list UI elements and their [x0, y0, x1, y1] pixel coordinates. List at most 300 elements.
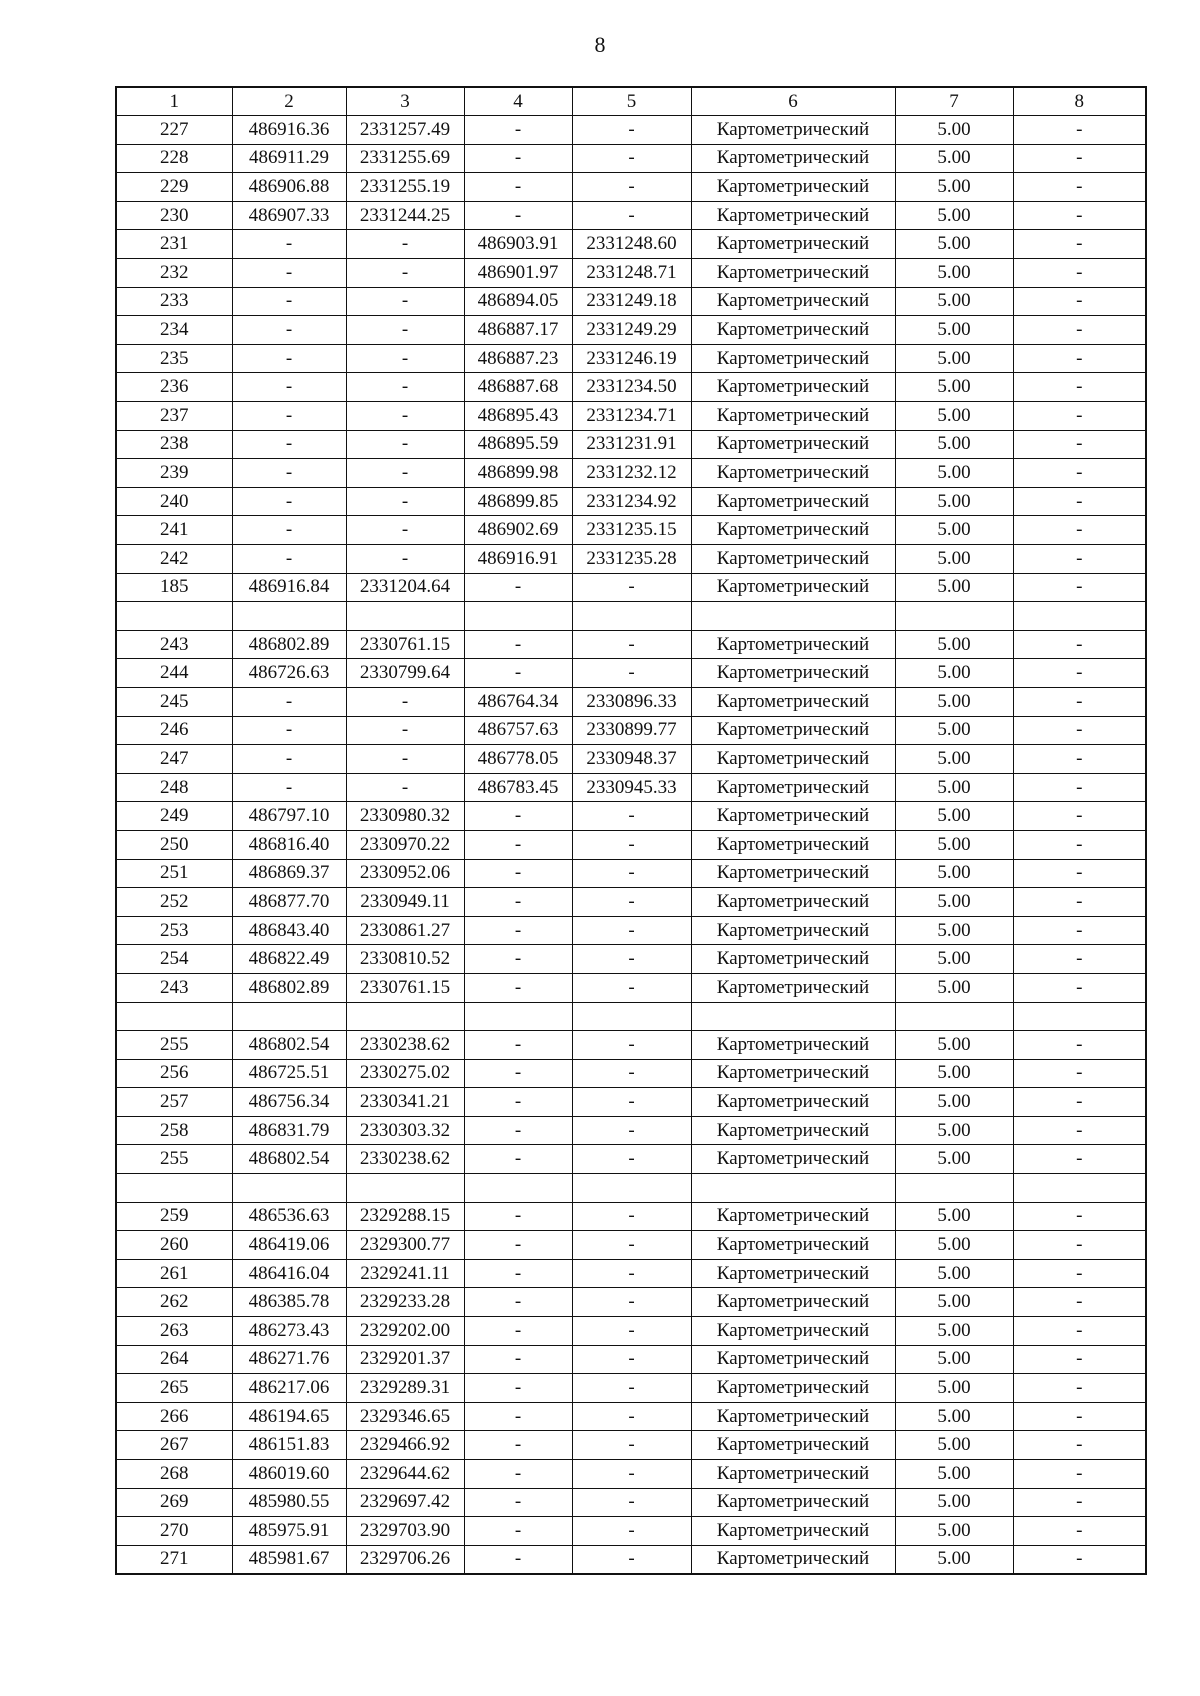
table-cell: -: [464, 1116, 572, 1145]
table-row: [116, 1402, 1146, 1431]
table-cell: Картометрический: [691, 545, 895, 574]
table-cell: Картометрический: [691, 888, 895, 917]
table-cell: 2331234.71: [572, 402, 691, 431]
table-row: [116, 916, 1146, 945]
table-row: [116, 659, 1146, 688]
table-cell: 5.00: [895, 344, 1013, 373]
table-cell: Картометрический: [691, 1288, 895, 1317]
table-cell: -: [232, 716, 346, 745]
table-cell: 2331255.69: [346, 144, 464, 173]
table-cell: [572, 1174, 691, 1203]
table-cell: 2330970.22: [346, 830, 464, 859]
table-cell: -: [464, 945, 572, 974]
table-cell: -: [1013, 1059, 1146, 1088]
table-cell: -: [464, 1288, 572, 1317]
table-cell: 486911.29: [232, 144, 346, 173]
table-cell: 258: [116, 1116, 232, 1145]
table-cell: -: [1013, 773, 1146, 802]
table-cell: 2330761.15: [346, 973, 464, 1002]
table-cell: [1013, 1174, 1146, 1203]
table-cell: -: [464, 173, 572, 202]
table-cell: Картометрический: [691, 945, 895, 974]
table-row: [116, 316, 1146, 345]
table-cell: Картометрический: [691, 1517, 895, 1546]
table-cell: [1013, 602, 1146, 631]
table-cell: 486194.65: [232, 1402, 346, 1431]
table-cell: 5.00: [895, 1402, 1013, 1431]
table-cell: 2331249.18: [572, 287, 691, 316]
table-cell: Картометрический: [691, 430, 895, 459]
table-cell: 5.00: [895, 830, 1013, 859]
table-cell: 241: [116, 516, 232, 545]
table-cell: 5.00: [895, 1517, 1013, 1546]
table-cell: 2331234.92: [572, 487, 691, 516]
table-row: [116, 545, 1146, 574]
table-cell: [116, 1002, 232, 1031]
table-cell: Картометрический: [691, 687, 895, 716]
table-cell: 185: [116, 573, 232, 602]
table-cell: 5.00: [895, 201, 1013, 230]
table-cell: 486903.91: [464, 230, 572, 259]
table-cell: [232, 602, 346, 631]
table-cell: 486831.79: [232, 1116, 346, 1145]
table-cell: 5.00: [895, 1431, 1013, 1460]
table-cell: Картометрический: [691, 1545, 895, 1574]
table-cell: -: [1013, 745, 1146, 774]
table-row: [116, 402, 1146, 431]
table-cell: Картометрический: [691, 1145, 895, 1174]
table-cell: 2329644.62: [346, 1460, 464, 1489]
table-cell: -: [572, 1488, 691, 1517]
table-cell: 262: [116, 1288, 232, 1317]
table-cell: 228: [116, 144, 232, 173]
table-cell: 486916.84: [232, 573, 346, 602]
table-cell: -: [346, 402, 464, 431]
table-cell: [691, 1002, 895, 1031]
table-cell: 2329466.92: [346, 1431, 464, 1460]
table-cell: 253: [116, 916, 232, 945]
table-row: [116, 630, 1146, 659]
table-row: [116, 373, 1146, 402]
table-cell: 2330303.32: [346, 1116, 464, 1145]
table-cell: 486895.59: [464, 430, 572, 459]
table-cell: -: [464, 1317, 572, 1346]
table-cell: -: [464, 916, 572, 945]
table-cell: -: [1013, 1517, 1146, 1546]
table-cell: [572, 602, 691, 631]
table-cell: 2330238.62: [346, 1145, 464, 1174]
table-row: [116, 830, 1146, 859]
table-cell: -: [346, 373, 464, 402]
table-cell: 5.00: [895, 516, 1013, 545]
table-cell: -: [1013, 630, 1146, 659]
table-cell: 486906.88: [232, 173, 346, 202]
table-cell: -: [572, 1460, 691, 1489]
table-cell: 5.00: [895, 802, 1013, 831]
table-row: [116, 344, 1146, 373]
table-cell: -: [464, 1202, 572, 1231]
table-cell: -: [464, 1088, 572, 1117]
table-cell: 2330861.27: [346, 916, 464, 945]
table-cell: 2330948.37: [572, 745, 691, 774]
table-row: [116, 1545, 1146, 1574]
table-cell: 5.00: [895, 1231, 1013, 1260]
table-cell: 486271.76: [232, 1345, 346, 1374]
table-cell: 486907.33: [232, 201, 346, 230]
table-cell: -: [572, 1231, 691, 1260]
table-cell: Картометрический: [691, 230, 895, 259]
table-cell: 244: [116, 659, 232, 688]
table-cell: -: [346, 487, 464, 516]
table-cell: -: [1013, 888, 1146, 917]
table-cell: -: [1013, 1488, 1146, 1517]
table-cell: 5.00: [895, 487, 1013, 516]
table-cell: 2330952.06: [346, 859, 464, 888]
table-cell: 486895.43: [464, 402, 572, 431]
table-cell: -: [572, 1517, 691, 1546]
table-cell: -: [464, 1259, 572, 1288]
table-cell: Картометрический: [691, 287, 895, 316]
table-cell: -: [1013, 259, 1146, 288]
table-cell: -: [464, 973, 572, 1002]
table-cell: 5.00: [895, 716, 1013, 745]
table-cell: 233: [116, 287, 232, 316]
table-cell: 260: [116, 1231, 232, 1260]
table-cell: 2331204.64: [346, 573, 464, 602]
table-cell: 271: [116, 1545, 232, 1574]
table-cell: 252: [116, 888, 232, 917]
table-cell: 259: [116, 1202, 232, 1231]
table-row: [116, 1345, 1146, 1374]
column-header-3: 3: [346, 87, 464, 116]
table-cell: -: [572, 1288, 691, 1317]
table-row: [116, 1088, 1146, 1117]
table-cell: Картометрический: [691, 1259, 895, 1288]
table-cell: -: [464, 1345, 572, 1374]
table-cell: 234: [116, 316, 232, 345]
table-cell: 5.00: [895, 859, 1013, 888]
table-cell: -: [572, 916, 691, 945]
table-cell: -: [1013, 687, 1146, 716]
table-cell: -: [464, 1374, 572, 1403]
table-cell: -: [572, 973, 691, 1002]
table-row: [116, 259, 1146, 288]
table-cell: -: [572, 659, 691, 688]
table-cell: -: [464, 1517, 572, 1546]
table-cell: 265: [116, 1374, 232, 1403]
table-cell: 243: [116, 973, 232, 1002]
table-cell: -: [464, 1145, 572, 1174]
table-cell: -: [464, 144, 572, 173]
table-cell: Картометрический: [691, 316, 895, 345]
table-cell: -: [1013, 230, 1146, 259]
table-cell: 5.00: [895, 1317, 1013, 1346]
table-cell: 5.00: [895, 630, 1013, 659]
table-cell: -: [572, 830, 691, 859]
table-cell: 5.00: [895, 573, 1013, 602]
table-cell: 486273.43: [232, 1317, 346, 1346]
table-cell: 2330949.11: [346, 888, 464, 917]
table-cell: 486901.97: [464, 259, 572, 288]
table-cell: -: [346, 316, 464, 345]
table-cell: 5.00: [895, 773, 1013, 802]
table-cell: -: [1013, 316, 1146, 345]
table-cell: 2330341.21: [346, 1088, 464, 1117]
table-cell: 486822.49: [232, 945, 346, 974]
table-cell: -: [232, 287, 346, 316]
table-cell: Картометрический: [691, 1231, 895, 1260]
table-cell: Картометрический: [691, 516, 895, 545]
table-cell: 486894.05: [464, 287, 572, 316]
table-cell: -: [1013, 716, 1146, 745]
table-cell: Картометрический: [691, 1031, 895, 1060]
table-cell: 5.00: [895, 1488, 1013, 1517]
table-cell: 239: [116, 459, 232, 488]
table-cell: -: [1013, 916, 1146, 945]
table-cell: Картометрический: [691, 659, 895, 688]
table-row: [116, 430, 1146, 459]
table-separator-row: [116, 1174, 1146, 1203]
table-cell: 486019.60: [232, 1460, 346, 1489]
table-row: [116, 144, 1146, 173]
table-cell: Картометрический: [691, 116, 895, 145]
table-cell: 2329300.77: [346, 1231, 464, 1260]
column-header-4: 4: [464, 87, 572, 116]
table-cell: -: [1013, 1317, 1146, 1346]
table-cell: 2331255.19: [346, 173, 464, 202]
table-cell: -: [1013, 1231, 1146, 1260]
table-cell: -: [572, 945, 691, 974]
table-cell: -: [464, 1231, 572, 1260]
table-cell: 270: [116, 1517, 232, 1546]
table-cell: 5.00: [895, 1116, 1013, 1145]
table-cell: 229: [116, 173, 232, 202]
table-cell: -: [464, 1031, 572, 1060]
table-cell: [691, 602, 895, 631]
table-cell: 267: [116, 1431, 232, 1460]
table-cell: 2330896.33: [572, 687, 691, 716]
table-cell: Картометрический: [691, 1202, 895, 1231]
table-cell: -: [1013, 659, 1146, 688]
table-row: [116, 516, 1146, 545]
table-cell: 237: [116, 402, 232, 431]
table-cell: -: [572, 1374, 691, 1403]
table-cell: -: [464, 1431, 572, 1460]
table-cell: 5.00: [895, 888, 1013, 917]
table-cell: 2329288.15: [346, 1202, 464, 1231]
table-cell: 486217.06: [232, 1374, 346, 1403]
table-cell: Картометрический: [691, 402, 895, 431]
table-cell: 2331235.28: [572, 545, 691, 574]
page-number: 8: [594, 32, 606, 57]
table-cell: 486887.23: [464, 344, 572, 373]
table-row: [116, 888, 1146, 917]
table-cell: 256: [116, 1059, 232, 1088]
table-cell: 486877.70: [232, 888, 346, 917]
table-cell: -: [464, 1059, 572, 1088]
table-cell: -: [572, 1145, 691, 1174]
table-cell: -: [232, 773, 346, 802]
table-cell: 5.00: [895, 459, 1013, 488]
table-cell: [346, 602, 464, 631]
table-cell: Картометрический: [691, 716, 895, 745]
table-cell: 2331248.71: [572, 259, 691, 288]
table-cell: 486916.36: [232, 116, 346, 145]
table-cell: -: [1013, 802, 1146, 831]
table-row: [116, 973, 1146, 1002]
table-cell: -: [572, 116, 691, 145]
table-cell: 2329697.42: [346, 1488, 464, 1517]
table-cell: 264: [116, 1345, 232, 1374]
table-cell: Картометрический: [691, 1116, 895, 1145]
table-cell: 2330275.02: [346, 1059, 464, 1088]
table-cell: -: [1013, 1088, 1146, 1117]
table-cell: -: [572, 1345, 691, 1374]
table-cell: 5.00: [895, 973, 1013, 1002]
table-cell: -: [464, 1402, 572, 1431]
table-cell: 5.00: [895, 1259, 1013, 1288]
table-cell: 254: [116, 945, 232, 974]
column-header-7: 7: [895, 87, 1013, 116]
table-row: [116, 716, 1146, 745]
table-row: [116, 230, 1146, 259]
table-row: [116, 1374, 1146, 1403]
table-cell: 486778.05: [464, 745, 572, 774]
table-cell: 238: [116, 430, 232, 459]
table-cell: 485981.67: [232, 1545, 346, 1574]
table-cell: 2331244.25: [346, 201, 464, 230]
table-row: [116, 116, 1146, 145]
table-cell: 2330899.77: [572, 716, 691, 745]
table-cell: -: [1013, 116, 1146, 145]
table-cell: 236: [116, 373, 232, 402]
table-cell: 486416.04: [232, 1259, 346, 1288]
table-cell: -: [232, 430, 346, 459]
table-cell: [116, 602, 232, 631]
table-cell: -: [572, 1116, 691, 1145]
table-separator-row: [116, 602, 1146, 631]
table-cell: 2329703.90: [346, 1517, 464, 1546]
table-cell: [572, 1002, 691, 1031]
table-cell: -: [232, 487, 346, 516]
table-row: [116, 1059, 1146, 1088]
table-cell: -: [464, 573, 572, 602]
table-cell: Картометрический: [691, 487, 895, 516]
table-cell: 5.00: [895, 430, 1013, 459]
column-header-6: 6: [691, 87, 895, 116]
table-cell: -: [346, 344, 464, 373]
table-cell: Картометрический: [691, 745, 895, 774]
table-cell: -: [1013, 373, 1146, 402]
table-cell: -: [232, 745, 346, 774]
table-cell: -: [1013, 945, 1146, 974]
table-cell: 2330799.64: [346, 659, 464, 688]
table-cell: -: [346, 287, 464, 316]
table-cell: -: [346, 773, 464, 802]
table-cell: -: [572, 1202, 691, 1231]
table-cell: [346, 1174, 464, 1203]
table-cell: 5.00: [895, 659, 1013, 688]
table-cell: -: [1013, 1031, 1146, 1060]
table-cell: Картометрический: [691, 859, 895, 888]
table-cell: [895, 1002, 1013, 1031]
table-cell: 486802.89: [232, 973, 346, 1002]
table-cell: -: [232, 316, 346, 345]
table-cell: [895, 602, 1013, 631]
table-cell: Картометрический: [691, 459, 895, 488]
table-cell: [464, 1002, 572, 1031]
table-cell: 245: [116, 687, 232, 716]
table-cell: 5.00: [895, 1288, 1013, 1317]
table-cell: -: [1013, 1545, 1146, 1574]
table-cell: -: [346, 745, 464, 774]
table-cell: 2331231.91: [572, 430, 691, 459]
table-cell: -: [572, 1545, 691, 1574]
table-cell: -: [1013, 287, 1146, 316]
table-cell: 5.00: [895, 1202, 1013, 1231]
table-cell: 5.00: [895, 1374, 1013, 1403]
table-cell: 486887.68: [464, 373, 572, 402]
table-cell: -: [346, 545, 464, 574]
table-header-row: [116, 87, 1146, 116]
table-cell: 486887.17: [464, 316, 572, 345]
table-cell: -: [572, 630, 691, 659]
table-cell: 485975.91: [232, 1517, 346, 1546]
table-cell: 2331246.19: [572, 344, 691, 373]
table-cell: -: [464, 201, 572, 230]
table-cell: -: [572, 1031, 691, 1060]
table-cell: Картометрический: [691, 830, 895, 859]
table-cell: 5.00: [895, 916, 1013, 945]
table-cell: 486816.40: [232, 830, 346, 859]
table-cell: 486802.54: [232, 1145, 346, 1174]
table-cell: 486869.37: [232, 859, 346, 888]
table-cell: 240: [116, 487, 232, 516]
table-cell: 250: [116, 830, 232, 859]
table-cell: -: [232, 344, 346, 373]
table-cell: 2331248.60: [572, 230, 691, 259]
table-cell: -: [1013, 545, 1146, 574]
table-row: [116, 1317, 1146, 1346]
table-cell: Картометрический: [691, 1460, 895, 1489]
table-cell: 269: [116, 1488, 232, 1517]
table-cell: 232: [116, 259, 232, 288]
table-cell: 5.00: [895, 116, 1013, 145]
table-cell: -: [1013, 1202, 1146, 1231]
table-cell: Картометрический: [691, 916, 895, 945]
table-cell: -: [572, 1317, 691, 1346]
table-cell: -: [232, 230, 346, 259]
table-cell: -: [572, 201, 691, 230]
table-row: [116, 1202, 1146, 1231]
table-cell: 257: [116, 1088, 232, 1117]
coordinates-table-container: [115, 86, 1147, 1575]
table-cell: Картометрический: [691, 1317, 895, 1346]
table-cell: -: [346, 430, 464, 459]
table-row: [116, 1116, 1146, 1145]
table-cell: -: [572, 1259, 691, 1288]
table-cell: -: [1013, 459, 1146, 488]
table-cell: 486916.91: [464, 545, 572, 574]
table-cell: Картометрический: [691, 201, 895, 230]
table-cell: -: [232, 259, 346, 288]
table-row: [116, 573, 1146, 602]
table-row: [116, 1231, 1146, 1260]
table-cell: -: [572, 144, 691, 173]
column-header-8: 8: [1013, 87, 1146, 116]
table-cell: 231: [116, 230, 232, 259]
table-cell: -: [464, 659, 572, 688]
